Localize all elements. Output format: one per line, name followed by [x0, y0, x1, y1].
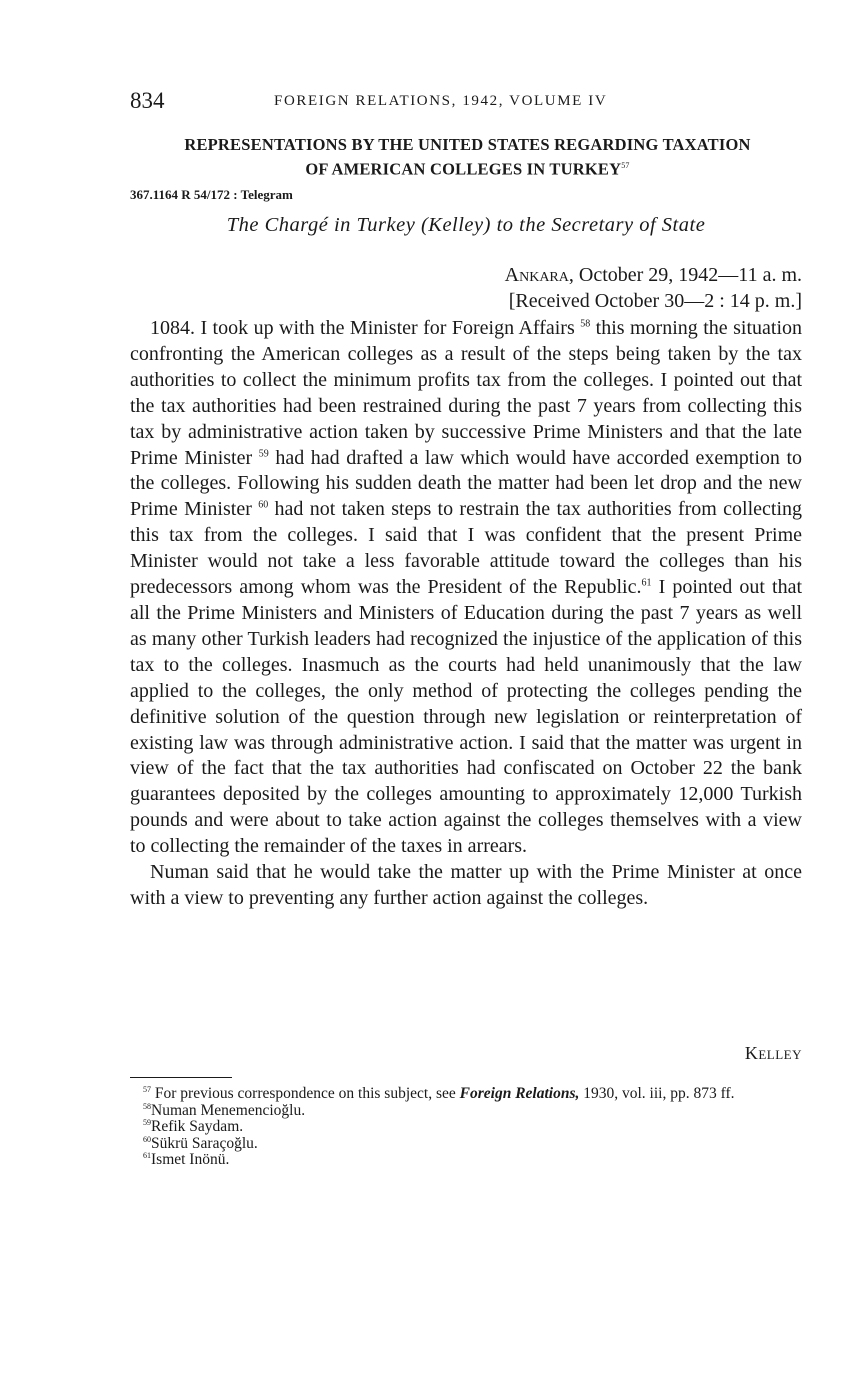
paragraph-1-text-5: I pointed out that all the Prime Ministers and Ministers of Education during the past 7 years as well as many other Turkish leaders had recognized the injustice of the application of this tax to the colleges. Inasmuch as the courts had held unanimously that the law applied to the colleges, the only method of protecting the colleges pending the definitive solution of the question through new legislation or reinterpretation of existing law was through administrative action. I said that the matter was urgent in view of the fact that the tax authorities had confiscated on October 22 the bank guarantees deposited by the colleges amounting to approximately 12,000 Turkish pounds and were about to take action against the colleges themselves with a view to collecting the remainder of the taxes in arrears.	[130, 576, 803, 858]
footnote-ref-60: 60	[258, 499, 269, 511]
telegram-body	[130, 316, 802, 912]
footnote-number: 59	[143, 1117, 151, 1127]
footnote-text: Numan Menemencioğlu.	[151, 1101, 306, 1119]
signature: Kelley	[744, 1043, 802, 1063]
dateline	[505, 262, 802, 314]
heading-part-3: to the Secretary of State	[496, 214, 706, 236]
footnote-number: 60	[143, 1134, 151, 1144]
page-number: 834	[130, 88, 165, 113]
footnote-text: For previous correspondence on this subject, see	[154, 1085, 456, 1102]
paragraph-2: Numan said that he would take the matter up with the Prime Minister at once with a view to preventing any further action against the colleges.	[130, 861, 802, 909]
footnote-text: Refik Saydam.	[151, 1118, 244, 1135]
footnote-ref-58: 58	[580, 318, 591, 330]
heading-part-2: (Kelley)	[420, 214, 491, 236]
dateline-received: [Received October 30—2 : 14 p. m.]	[508, 290, 802, 312]
footnote-number: 58	[143, 1101, 151, 1111]
footnote-59	[130, 1119, 802, 1136]
dateline-place: Ankara,	[504, 264, 574, 286]
footnote-ref-61: 61	[641, 577, 652, 589]
section-title-text: OF AMERICAN COLLEGES IN TURKEY	[305, 159, 622, 179]
file-reference: 367.1164 R 54/172 : Telegram	[130, 187, 293, 202]
document-heading	[130, 214, 802, 237]
paragraph-1	[130, 316, 802, 860]
paragraph-1-text-1: 1084. I took up with the Minister for Foreign Affairs	[150, 317, 575, 339]
footnote-number: 61	[143, 1150, 151, 1160]
heading-part-1: The Chargé in Turkey	[226, 214, 416, 236]
section-title-line-1: REPRESENTATIONS BY THE UNITED STATES REGARDING TAXATION	[184, 135, 751, 154]
footnote-text: Sükrü Saraçoğlu.	[151, 1134, 258, 1152]
paragraph-1-text-3: had had drafted a law which would have accorded exemption to the colleges. Following his sudden death the matter had been let drop and the new Prime Minister	[130, 446, 803, 521]
footnote-58	[130, 1103, 802, 1120]
section-title	[130, 134, 805, 180]
footnote-divider	[130, 1077, 232, 1078]
running-header	[130, 88, 802, 118]
footnote-60	[130, 1136, 802, 1153]
footnotes	[130, 1086, 802, 1169]
footnote-number: 57	[143, 1084, 151, 1094]
footnote-ref-59: 59	[258, 447, 269, 459]
paragraph-1-text-2: this morning the situation confronting the American colleges as a result of the steps being taken by the tax authorities to collect the minimum profits tax from the colleges. I pointed out that the tax authorities had been restrained during the past 7 years from collecting this tax by administrative action taken by successive Prime Ministers and that the late Prime Minister	[130, 317, 802, 469]
footnote-text: 1930, vol. iii, pp. 873 ff.	[583, 1085, 735, 1102]
footnote-57	[130, 1086, 802, 1103]
section-title-line-2	[130, 155, 805, 180]
running-title: FOREIGN RELATIONS, 1942, VOLUME IV	[274, 93, 608, 109]
dateline-sent	[505, 262, 802, 288]
paragraph-1-text-4: had not taken steps to restrain the tax authorities from collecting this tax from the colleges. I said that I was confident that the present Prime Minister would not take a less favorable attitude toward the colleges than his predecessors among whom was the President of the Republic.	[130, 498, 803, 599]
footnote-ref-57: 57	[621, 161, 630, 170]
footnote-text: Ismet Inönü.	[151, 1151, 230, 1168]
dateline-date: October 29, 1942—11 a. m.	[578, 264, 802, 286]
footnote-61	[130, 1152, 802, 1169]
footnote-italic-title: Foreign Relations,	[459, 1085, 580, 1102]
